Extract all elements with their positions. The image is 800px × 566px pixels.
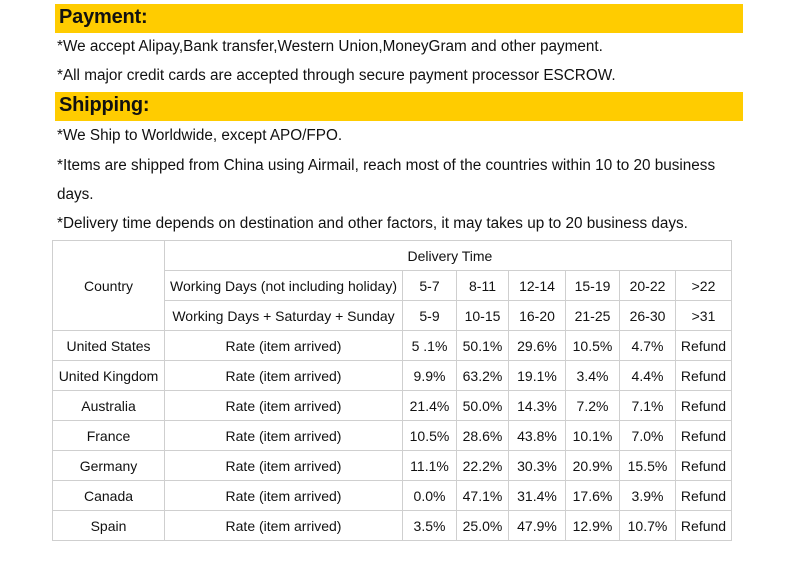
rate-cell: 15.5% [620,451,676,481]
rate-cell: Refund [676,331,732,361]
rate-cell: Refund [676,511,732,541]
table-row [53,421,732,451]
country-cell: Australia [53,391,165,421]
metric-cell: Rate (item arrived) [165,451,403,481]
table-row [53,361,732,391]
calendar-days-range: 21-25 [566,301,620,331]
calendar-days-range: 26-30 [620,301,676,331]
rate-cell: Refund [676,361,732,391]
rate-cell: 19.1% [509,361,566,391]
metric-cell: Rate (item arrived) [165,331,403,361]
country-cell: United States [53,331,165,361]
rate-cell: 22.2% [457,451,509,481]
rate-cell: 47.1% [457,481,509,511]
table-row [53,511,732,541]
rate-cell: Refund [676,481,732,511]
rate-cell: 30.3% [509,451,566,481]
rate-cell: 43.8% [509,421,566,451]
calendar-days-range: >31 [676,301,732,331]
rate-cell: 50.0% [457,391,509,421]
rate-cell: 50.1% [457,331,509,361]
rate-cell: 3.5% [403,511,457,541]
rate-cell: 5 .1% [403,331,457,361]
rate-cell: 3.9% [620,481,676,511]
rate-cell: 20.9% [566,451,620,481]
metric-cell: Rate (item arrived) [165,361,403,391]
shipping-line: days. [57,186,94,203]
table-row [53,331,732,361]
rate-cell: 14.3% [509,391,566,421]
rate-cell: 10.5% [566,331,620,361]
country-cell: Canada [53,481,165,511]
delivery-time-header: Delivery Time [403,241,732,271]
rate-cell: 63.2% [457,361,509,391]
rate-cell: 4.7% [620,331,676,361]
country-cell: Spain [53,511,165,541]
rate-cell: 25.0% [457,511,509,541]
working-days-range: 8-11 [457,271,509,301]
rate-cell: 4.4% [620,361,676,391]
rate-cell: 3.4% [566,361,620,391]
rate-cell: 10.1% [566,421,620,451]
payment-line: *We accept Alipay,Bank transfer,Western Union,MoneyGram and other payment. [57,38,603,55]
working-days-range: 15-19 [566,271,620,301]
rate-cell: 17.6% [566,481,620,511]
rate-cell: 10.7% [620,511,676,541]
rate-cell: Refund [676,391,732,421]
rate-cell: 21.4% [403,391,457,421]
working-days-range: 5-7 [403,271,457,301]
rate-cell: 11.1% [403,451,457,481]
rate-cell: 9.9% [403,361,457,391]
payment-heading-bar [55,4,743,33]
metric-cell: Rate (item arrived) [165,391,403,421]
country-cell: France [53,421,165,451]
country-header: Country [53,241,165,331]
rate-cell: 47.9% [509,511,566,541]
shipping-heading-bar [55,92,743,121]
shipping-line: *We Ship to Worldwide, except APO/FPO. [57,127,343,144]
table-row [53,451,732,481]
calendar-days-range: 16-20 [509,301,566,331]
delivery-rate-table [52,240,732,541]
shipping-heading: Shipping: [59,94,150,116]
rate-cell: 7.0% [620,421,676,451]
working-days-range: >22 [676,271,732,301]
payment-line: *All major credit cards are accepted through secure payment processor ESCROW. [57,67,616,84]
shipping-line: *Delivery time depends on destination and other factors, it may takes up to 20 business days. [57,215,688,232]
rate-cell: 0.0% [403,481,457,511]
metric-cell: Rate (item arrived) [165,481,403,511]
rate-cell: 10.5% [403,421,457,451]
calendar-days-range: 10-15 [457,301,509,331]
calendar-days-range: 5-9 [403,301,457,331]
calendar-days-label: Working Days + Saturday + Sunday [165,301,403,331]
rate-cell: 7.1% [620,391,676,421]
country-cell: Germany [53,451,165,481]
rate-cell: 12.9% [566,511,620,541]
rate-cell: 7.2% [566,391,620,421]
table-row [53,391,732,421]
working-days-range: 12-14 [509,271,566,301]
header-spacer [165,241,403,271]
rate-cell: Refund [676,421,732,451]
table-row [53,481,732,511]
metric-cell: Rate (item arrived) [165,511,403,541]
metric-cell: Rate (item arrived) [165,421,403,451]
shipping-line: *Items are shipped from China using Airmail, reach most of the countries within 10 to 20 business [57,157,716,174]
payment-heading: Payment: [59,6,148,28]
rate-cell: Refund [676,451,732,481]
country-cell: United Kingdom [53,361,165,391]
rate-cell: 31.4% [509,481,566,511]
working-days-range: 20-22 [620,271,676,301]
working-days-label: Working Days (not including holiday) [165,271,403,301]
rate-cell: 29.6% [509,331,566,361]
rate-cell: 28.6% [457,421,509,451]
